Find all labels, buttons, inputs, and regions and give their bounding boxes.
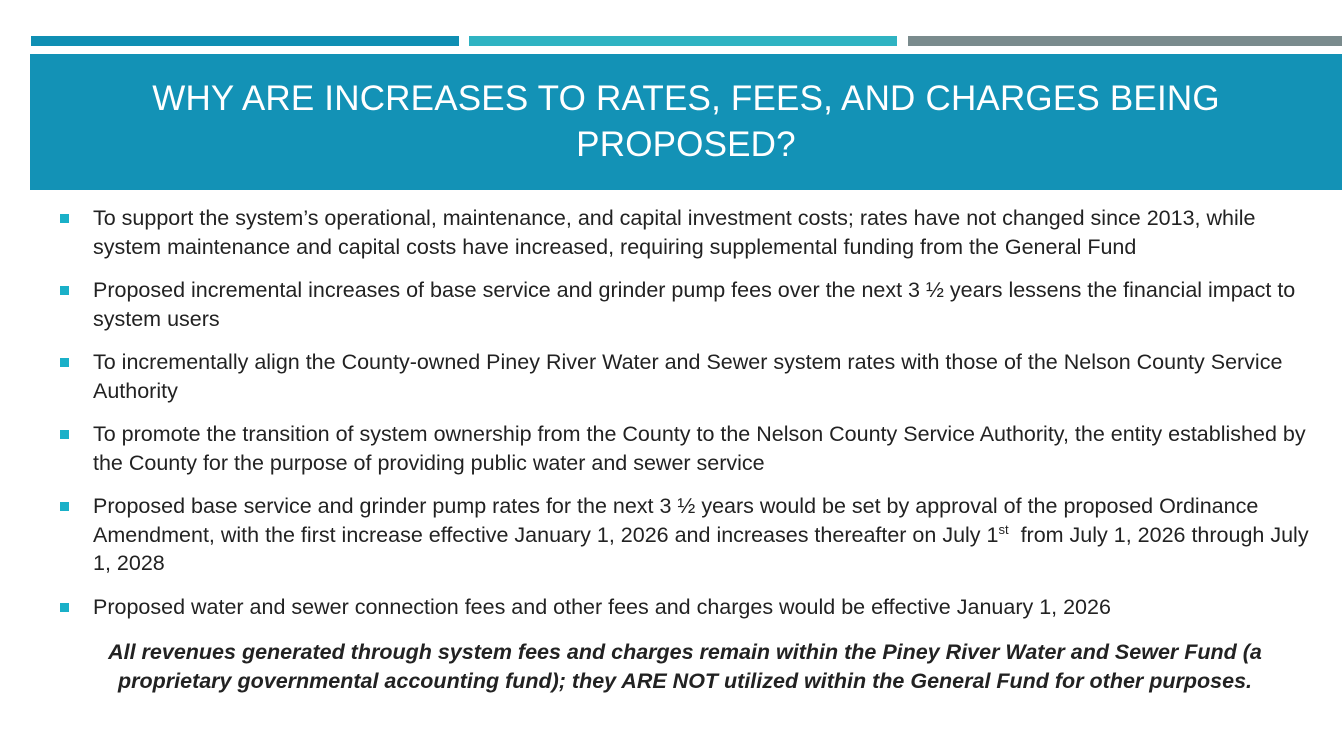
bullet-text: Proposed water and sewer connection fees and other fees and charges would be effective January 1, 2026 — [93, 594, 1111, 619]
square-bullet-icon — [60, 286, 69, 295]
bullet-item — [58, 593, 1324, 622]
footer-note: All revenues generated through system fees and charges remain within the Piney River Water and Sewer Fund (a proprietary governmental accounting fund); they ARE NOT utilized within the General Fund for other purposes. — [108, 640, 1262, 693]
bullet-item — [58, 492, 1324, 578]
square-bullet-icon — [60, 358, 69, 367]
bullet-text — [93, 494, 1315, 575]
bullet-text: To promote the transition of system ownership from the County to the Nelson County Service Authority, the entity established by the County for the purpose of providing public water and sewer service — [93, 422, 1306, 475]
bullet-item — [58, 276, 1324, 333]
square-bullet-icon — [60, 430, 69, 439]
bullet-text: To support the system’s operational, maintenance, and capital investment costs; rates have not changed since 2013, while system maintenance and capital costs have increased, requiring supplemental funding from the General Fund — [93, 206, 1256, 259]
bullet-list — [58, 204, 1324, 636]
bullet-item — [58, 348, 1324, 405]
bullet-text-part: from July 1, 2026 through July 1, 2028 — [93, 522, 1315, 575]
bullet-text: To incrementally align the County-owned Piney River Water and Sewer system rates with those of the Nelson County Service Authority — [93, 350, 1283, 403]
square-bullet-icon — [60, 214, 69, 223]
accent-bar-right — [908, 36, 1342, 46]
square-bullet-icon — [60, 603, 69, 612]
accent-bar-left — [31, 36, 459, 46]
bullet-text: Proposed incremental increases of base service and grinder pump fees over the next 3 ½ years lessens the financial impact to system users — [93, 278, 1296, 331]
bullet-item — [58, 420, 1324, 477]
slide-title: WHY ARE INCREASES TO RATES, FEES, AND CHARGES BEING PROPOSED? — [152, 79, 1220, 164]
bullet-item — [58, 204, 1324, 261]
bullet-text-part: Proposed base service and grinder pump rates for the next 3 ½ years would be set by approval of the proposed Ordinance Amendment, with the first increase effective January 1, 2026 and increases thereafter on July 1 — [93, 494, 1259, 547]
accent-bar-middle — [469, 36, 897, 46]
ordinal-suffix: st — [998, 521, 1009, 537]
square-bullet-icon — [60, 502, 69, 511]
title-banner — [30, 54, 1342, 190]
